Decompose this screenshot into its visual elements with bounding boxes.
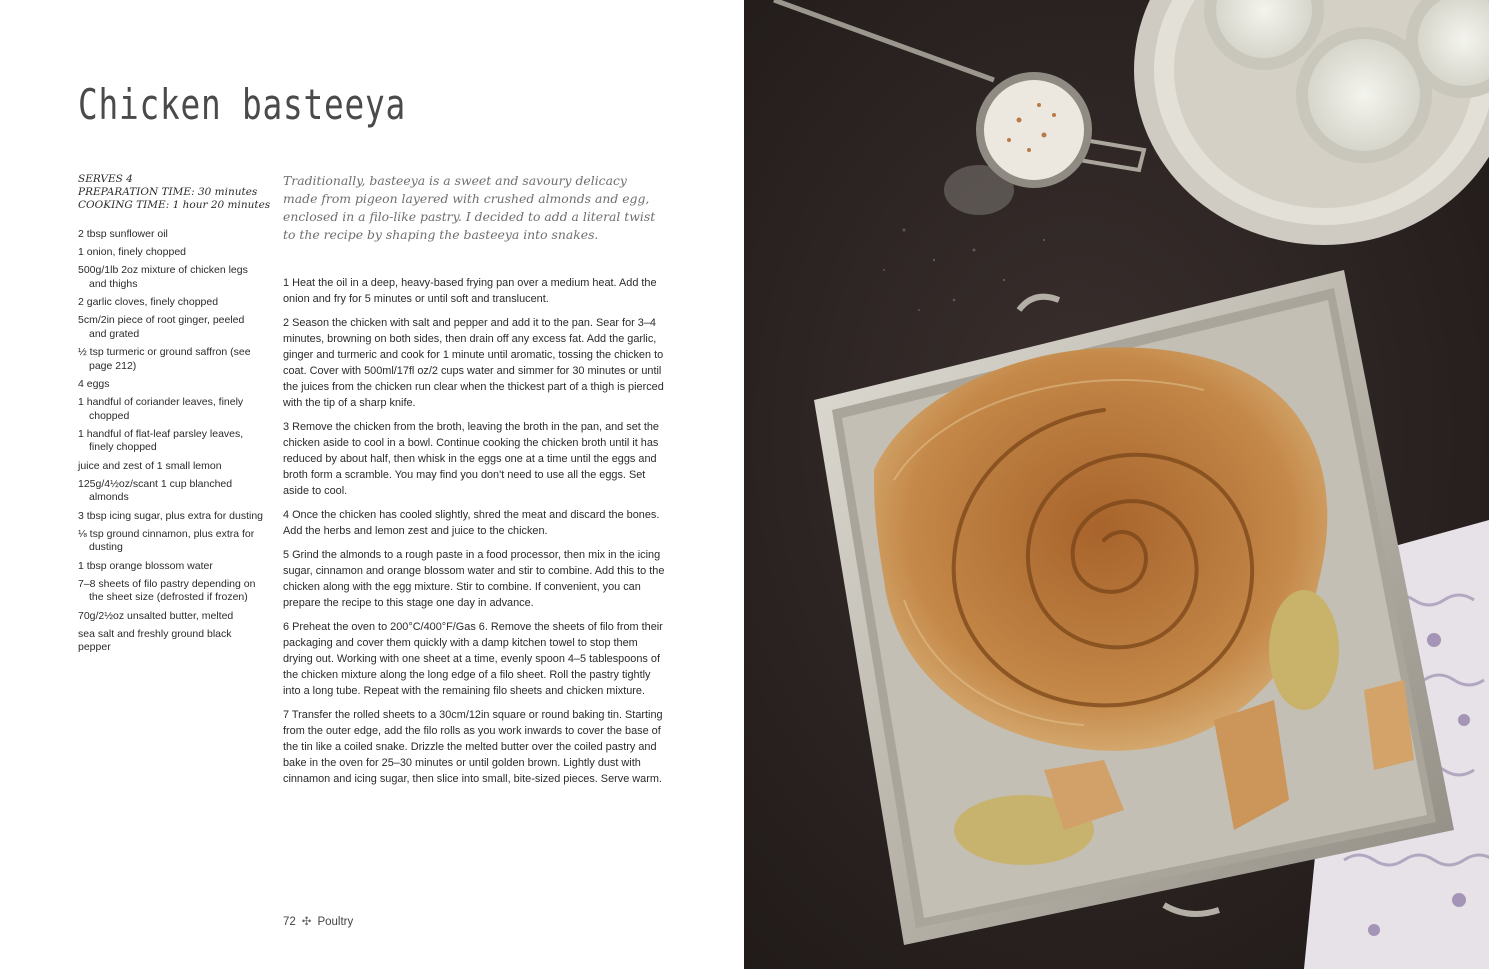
cooking-time: COOKING TIME: 1 hour 20 minutes — [78, 199, 271, 211]
section-name: Poultry — [317, 916, 354, 928]
ingredient: juice and zest of 1 small lemon — [78, 459, 222, 472]
method-step: 1 Heat the oil in a deep, heavy-based frying pan over a medium heat. Add the onion and fry for 5 minutes or until soft and translucent. — [283, 277, 657, 305]
recipe-meta — [78, 173, 271, 212]
ingredient: 125g/4½oz/scant 1 cup blanched almonds — [78, 477, 233, 504]
ingredient: 3 tbsp icing sugar, plus extra for dusting — [78, 509, 264, 522]
photo-illustration — [744, 0, 1489, 969]
ingredient: 1 onion, finely chopped — [78, 246, 186, 259]
ingredient: ⅛ tsp ground cinnamon, plus extra for dusting — [78, 527, 255, 554]
ingredient-list — [78, 228, 264, 660]
method-step: 2 Season the chicken with salt and pepper and add it to the pan. Sear for 3–4 minutes, browning on both sides, then drain off any excess fat. Add the garlic, ginger and turmeric and cook for 1 minute until aromatic, tossing the chicken to coat. Cover with 500ml/17fl oz/2 cups water and simmer for 30 minutes or until the juices from the chicken run clear when the thickest part of a thigh is pierced with the tip of a sharp knife. — [283, 317, 664, 409]
food-photograph — [744, 0, 1489, 969]
recipe-title: Chicken basteeya — [78, 80, 407, 129]
ornament-icon: ✣ — [301, 916, 312, 928]
ingredient: 70g/2½oz unsalted butter, melted — [78, 609, 234, 622]
page-number: 72 — [283, 916, 296, 928]
ingredient: 1 handful of flat-leaf parsley leaves, finely chopped — [78, 427, 244, 454]
serves: SERVES 4 — [78, 173, 133, 185]
method-step: 4 Once the chicken has cooled slightly, shred the meat and discard the bones. Add the herbs and lemon zest and juice to the chicken. — [283, 509, 660, 537]
ingredient: 5cm/2in piece of root ginger, peeled and grated — [78, 314, 245, 340]
page-footer — [283, 914, 353, 928]
recipe-intro: Traditionally, basteeya is a sweet and savoury delicacy made from pigeon layered with crushed almonds and egg, enclosed in a filo-like pastry. I decided to add a literal twist to the recipe by shaping the basteeya into snakes. — [283, 173, 656, 242]
method-step: 5 Grind the almonds to a rough paste in a food processor, then mix in the icing sugar, cinnamon and orange blossom water and stir to combine. Add this to the chicken along with the egg mixture. Stir to combine. If convenient, you can prepare the recipe to this stage one day in advance. — [283, 549, 665, 609]
recipe-page — [0, 0, 744, 969]
ingredient: 4 eggs — [78, 377, 110, 390]
method-step: 6 Preheat the oven to 200°C/400°F/Gas 6. Remove the sheets of filo from their packaging and cover them quickly with a damp kitchen towel to stop them drying out. Working with one sheet at a time, evenly spoon 4–5 tablespoons of the chicken mixture along the long edge of a filo sheet. Roll the pastry tightly into a long tube. Repeat with the remaining filo sheets and chicken mixture. — [283, 621, 663, 697]
ingredient: 1 tbsp orange blossom water — [78, 559, 213, 572]
ingredient: ½ tsp turmeric or ground saffron (see page 212) — [78, 346, 251, 372]
method-step: 3 Remove the chicken from the broth, leaving the broth in the pan, and set the chicken aside to cool in a bowl. Continue cooking the chicken broth until it has reduced by about half, then whisk in the eggs one at a time until the eggs and broth form a scramble. You may find you don't need to use all the eggs. Set aside to cool. — [283, 421, 659, 497]
ingredient: 2 tbsp sunflower oil — [78, 228, 168, 240]
method-steps — [283, 275, 667, 795]
preparation-time: PREPARATION TIME: 30 minutes — [78, 186, 258, 198]
ingredient: 1 handful of coriander leaves, finely chopped — [78, 396, 244, 422]
ingredient: sea salt and freshly ground black pepper — [78, 627, 232, 654]
ingredient: 7–8 sheets of filo pastry depending on the sheet size (defrosted if frozen) — [78, 577, 256, 604]
ingredient: 2 garlic cloves, finely chopped — [78, 296, 219, 309]
method-step: 7 Transfer the rolled sheets to a 30cm/12in square or round baking tin. Starting from the outer edge, add the filo rolls as you work inwards to cover the base of the tin like a coiled snake. Drizzle the melted butter over the coiled pastry and bake in the oven for 25–30 minutes or until golden brown. Lightly dust with cinnamon and icing sugar, then slice into small, bite-sized pieces. Serve warm. — [283, 709, 663, 785]
ingredient: 500g/1lb 2oz mixture of chicken legs and thighs — [78, 264, 248, 290]
